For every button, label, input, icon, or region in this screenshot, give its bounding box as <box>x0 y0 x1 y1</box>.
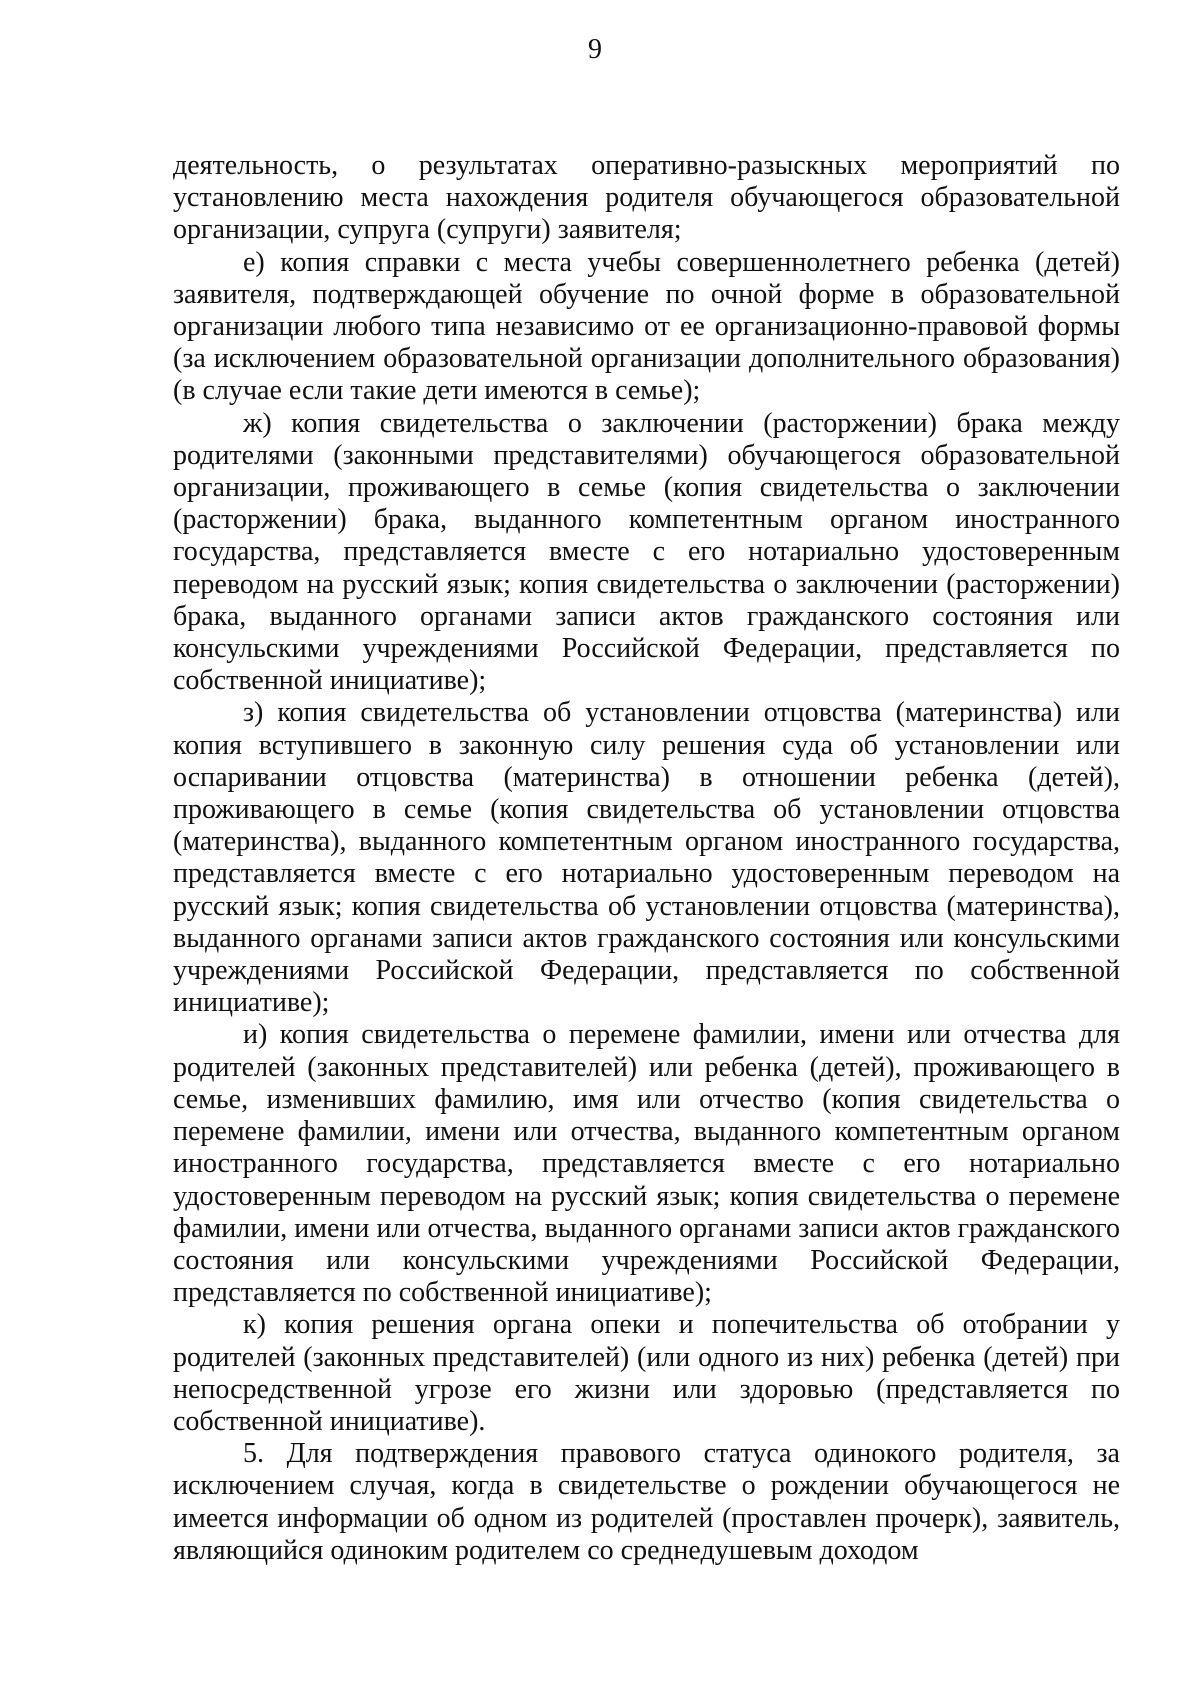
paragraph-item-k: к) копия решения органа опеки и попечительства об отобрании у родителей (законных представителей) (или одного из них) ребенка (детей) при непосредственной угрозе его жизни или здоровью (представляется по собственной инициативе). <box>173 1309 1120 1437</box>
document-body <box>173 150 1120 1567</box>
paragraph-item-z: з) копия свидетельства об установлении отцовства (материнства) или копия вступившего в законную силу решения суда об установлении или оспаривании отцовства (материнства) в отношении ребенка (детей), проживающего в семье (копия свидетельства об установлении отцовства (материнства), выданного компетентным органом иностранного государства, представляется вместе с его нотариально удостоверенным переводом на русский язык; копия свидетельства об установлении отцовства (материнства), выданного органами записи актов гражданского состояния или консульскими учреждениями Российской Федерации, представляется по собственной инициативе); <box>173 697 1120 1019</box>
paragraph-continuation: деятельность, о результатах оперативно-разыскных мероприятий по установлению места нахождения родителя обучающегося образовательной организации, супруга (супруги) заявителя; <box>173 150 1120 246</box>
page-number: 9 <box>588 34 602 65</box>
paragraph-item-zh: ж) копия свидетельства о заключении (расторжении) брака между родителями (законными представителями) обучающегося образовательной организации, проживающего в семье (копия свидетельства о заключении (расторжении) брака, выданного компетентным органом иностранного государства, представляется вместе с его нотариально удостоверенным переводом на русский язык; копия свидетельства о заключении (расторжении) брака, выданного органами записи актов гражданского состояния или консульскими учреждениями Российской Федерации, представляется по собственной инициативе); <box>173 407 1120 697</box>
paragraph-item-e: е) копия справки с места учебы совершеннолетнего ребенка (детей) заявителя, подтверждающей обучение по очной форме в образовательной организации любого типа независимо от ее организационно-правовой формы (за исключением образовательной организации дополнительного образования) (в случае если такие дети имеются в семье); <box>173 246 1120 407</box>
paragraph-section-5: 5. Для подтверждения правового статуса одинокого родителя, за исключением случая, когда в свидетельстве о рождении обучающегося не имеется информации об одном из родителей (проставлен прочерк), заявитель, являющийся одиноким родителем со среднедушевым доходом <box>173 1438 1120 1566</box>
paragraph-item-i: и) копия свидетельства о перемене фамилии, имени или отчества для родителей (законных представителей) или ребенка (детей), проживающего в семье, изменивших фамилию, имя или отчество (копия свидетельства о перемене фамилии, имени или отчества, выданного компетентным органом иностранного государства, представляется вместе с его нотариально удостоверенным переводом на русский язык; копия свидетельства о перемене фамилии, имени или отчества, выданного органами записи актов гражданского состояния или консульскими учреждениями Российской Федерации, представляется по собственной инициативе); <box>173 1019 1120 1309</box>
